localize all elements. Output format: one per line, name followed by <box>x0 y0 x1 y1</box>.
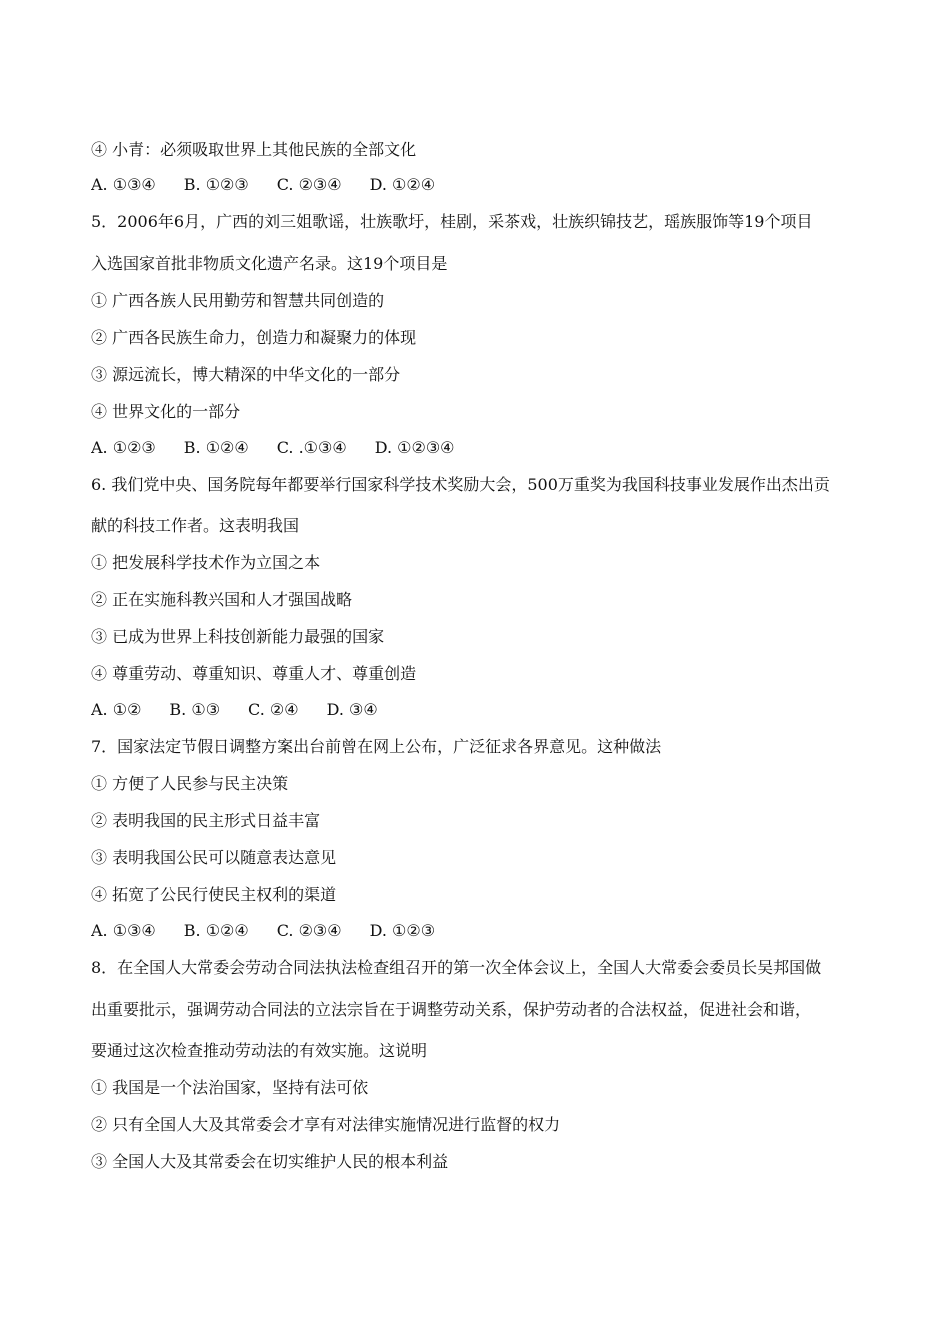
q8-stem-line-1: 8．在全国人大常委会劳动合同法执法检查组召开的第一次全体会议上，全国人大常委会委员长吴邦国做 <box>91 958 822 977</box>
q8-option-2: ② 只有全国人大及其常委会才享有对法律实施情况进行监督的权力 <box>91 1115 561 1134</box>
choice-c: C. ②④ <box>248 700 299 719</box>
q5-stem-line-1: 5．2006年6月，广西的刘三姐歌谣，壮族歌圩，桂剧，采茶戏，壮族织锦技艺，瑶族服饰等19个项目 <box>91 212 813 231</box>
choice-b: B. ①②④ <box>183 438 249 457</box>
q7-answer-choices <box>91 921 871 941</box>
choice-d: D. ①②④ <box>369 175 436 194</box>
q7-option-1: ① 方便了人民参与民主决策 <box>91 774 289 793</box>
choice-b: B. ①②③ <box>183 175 249 194</box>
q4-option-4: ④ 小青：必须吸取世界上其他民族的全部文化 <box>91 140 417 159</box>
choice-a: A. ①③④ <box>91 175 156 194</box>
q8-stem-line-2: 出重要批示，强调劳动合同法的立法宗旨在于调整劳动关系，保护劳动者的合法权益，促进社会和谐， <box>91 1000 812 1019</box>
q4-answer-choices <box>91 175 871 195</box>
q7-option-3: ③ 表明我国公民可以随意表达意见 <box>91 848 337 867</box>
choice-a: A. ①③④ <box>91 921 156 940</box>
choice-d: D. ③④ <box>326 700 378 719</box>
choice-a: A. ①②③ <box>91 438 156 457</box>
choice-b: B. ①②④ <box>183 921 249 940</box>
q6-option-3: ③ 已成为世界上科技创新能力最强的国家 <box>91 627 385 646</box>
choice-b: B. ①③ <box>169 700 221 719</box>
q8-option-1: ① 我国是一个法治国家，坚持有法可依 <box>91 1078 369 1097</box>
q6-stem-line-1: 6. 我们党中央、国务院每年都要举行国家科学技术奖励大会，500万重奖为我国科技事业发展作出杰出贡 <box>91 475 830 494</box>
choice-c: C. .①③④ <box>276 438 347 457</box>
q5-option-3: ③ 源远流长，博大精深的中华文化的一部分 <box>91 365 401 384</box>
q8-stem-line-3: 要通过这次检查推动劳动法的有效实施。这说明 <box>91 1041 428 1060</box>
q6-option-4: ④ 尊重劳动、尊重知识、尊重人才、尊重创造 <box>91 664 417 683</box>
q5-answer-choices <box>91 438 871 458</box>
q7-option-2: ② 表明我国的民主形式日益丰富 <box>91 811 321 830</box>
q5-option-4: ④ 世界文化的一部分 <box>91 402 241 421</box>
choice-d: D. ①②③④ <box>374 438 455 457</box>
q6-answer-choices <box>91 700 871 720</box>
choice-c: C. ②③④ <box>276 175 342 194</box>
q6-option-2: ② 正在实施科教兴国和人才强国战略 <box>91 590 353 609</box>
q6-stem-line-2: 献的科技工作者。这表明我国 <box>91 516 300 535</box>
choice-d: D. ①②③ <box>369 921 436 940</box>
choice-a: A. ①② <box>91 700 142 719</box>
q5-option-2: ② 广西各民族生命力，创造力和凝聚力的体现 <box>91 328 417 347</box>
q8-option-3: ③ 全国人大及其常委会在切实维护人民的根本利益 <box>91 1152 449 1171</box>
q6-option-1: ① 把发展科学技术作为立国之本 <box>91 553 321 572</box>
q7-stem-line-1: 7．国家法定节假日调整方案出台前曾在网上公布，广泛征求各界意见。这种做法 <box>91 737 662 756</box>
q5-option-1: ① 广西各族人民用勤劳和智慧共同创造的 <box>91 291 385 310</box>
choice-c: C. ②③④ <box>276 921 342 940</box>
q5-stem-line-2: 入选国家首批非物质文化遗产名录。这19个项目是 <box>91 254 448 273</box>
q7-option-4: ④ 拓宽了公民行使民主权利的渠道 <box>91 885 337 904</box>
